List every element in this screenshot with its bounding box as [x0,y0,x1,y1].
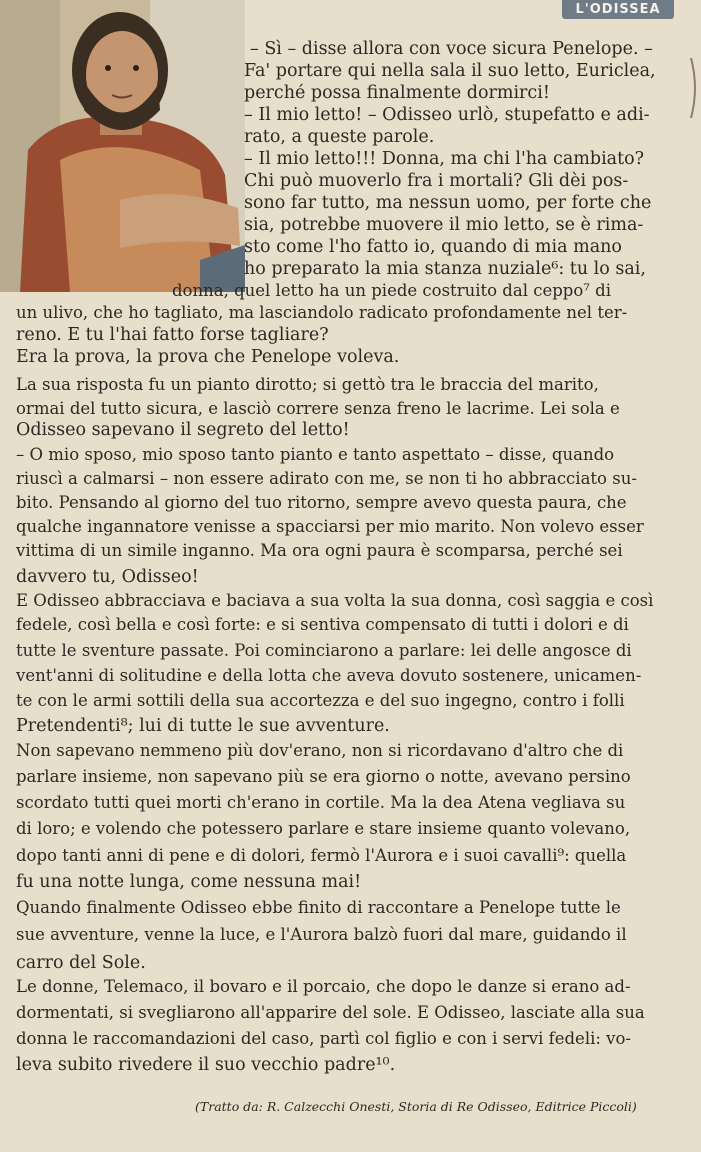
source-citation: (Tratto da: R. Calzecchi Onesti, Storia di Re Odisseo, Editrice Piccoli) [195,1099,637,1114]
section-tag: L'ODISSEA [562,0,674,19]
text-line: donna, quel letto ha un piede costruito dal ceppo⁷ di [172,281,611,300]
text-line: E Odisseo abbracciava e baciava a sua volta la sua donna, così saggia e così [16,591,654,610]
text-line: dormentati, si svegliarono all'apparire del sole. E Odisseo, lasciate alla sua [16,1003,645,1022]
text-line: Pretendenti⁸; lui di tutte le sue avventure. [16,716,390,736]
text-line: carro del Sole. [16,953,146,973]
text-line: La sua risposta fu un pianto dirotto; si gettò tra le braccia del marito, [16,375,599,394]
text-line: sue avventure, venne la luce, e l'Aurora balzò fuori dal mare, guidando il [16,925,627,944]
text-line: davvero tu, Odisseo! [16,567,199,587]
text-line: Fa' portare qui nella sala il suo letto, Euriclea, [244,61,656,81]
text-line: vent'anni di solitudine e della lotta che aveva dovuto sostenere, unicamen- [16,666,642,685]
text-line: scordato tutti quei morti ch'erano in cortile. Ma la dea Atena vegliava su [16,793,626,812]
text-line: dopo tanti anni di pene e di dolori, fermò l'Aurora e i suoi cavalli⁹: quella [16,846,627,865]
text-line: un ulivo, che ho tagliato, ma lasciandolo radicato profondamente nel ter- [16,303,628,322]
text-line: sto come l'ho fatto io, quando di mia mano [244,237,622,257]
text-line: Chi può muoverlo fra i mortali? Gli dèi pos- [244,171,629,191]
text-line: rato, a queste parole. [244,127,435,147]
text-line: – Il mio letto!!! Donna, ma chi l'ha cambiato? [244,149,645,169]
text-line: vittima di un simile inganno. Ma ora ogni paura è scomparsa, perché sei [16,541,623,560]
text-line: bito. Pensando al giorno del tuo ritorno, sempre avevo questa paura, che [16,493,627,512]
text-line: – Il mio letto! – Odisseo urlò, stupefatto e adi- [244,105,650,125]
text-line: Non sapevano nemmeno più dov'erano, non si ricordavano d'altro che di [16,741,624,760]
text-line: sono far tutto, ma nessun uomo, per forte che [244,193,652,213]
text-line: donna le raccomandazioni del caso, partì col figlio e con i servi fedeli: vo- [16,1029,632,1048]
text-line: Le donne, Telemaco, il bovaro e il porcaio, che dopo le danze si erano ad- [16,977,631,996]
text-line: Quando finalmente Odisseo ebbe finito di raccontare a Penelope tutte le [16,898,621,917]
text-line: Era la prova, la prova che Penelope voleva. [16,347,400,367]
text-line: riuscì a calmarsi – non essere adirato con me, se non ti ho abbracciato su- [16,469,637,488]
text-line: reno. E tu l'hai fatto forse tagliare? [16,325,329,345]
text-line: Odisseo sapevano il segreto del letto! [16,420,350,440]
text-line: tutte le sventure passate. Poi cominciarono a parlare: lei delle angosce di [16,641,632,660]
text-line: – Sì – disse allora con voce sicura Penelope. – [250,39,653,59]
text-line: te con le armi sottili della sua accortezza e del suo ingegno, contro i folli [16,691,625,710]
text-line: di loro; e volendo che potessero parlare e stare insieme quanto volevano, [16,819,631,838]
text-line: parlare insieme, non sapevano più se era giorno o notte, avevano persino [16,767,631,786]
text-line: – O mio sposo, mio sposo tanto pianto e tanto aspettato – disse, quando [16,445,615,464]
text-line: perché possa finalmente dormirci! [244,83,550,103]
text-line: fu una notte lunga, come nessuna mai! [16,872,362,892]
text-line: fedele, così bella e così forte: e si sentiva compensato di tutti i dolori e di [16,615,629,634]
text-line: ormai del tutto sicura, e lasciò correre senza freno le lacrime. Lei sola e [16,399,620,418]
text-line: ho preparato la mia stanza nuziale⁶: tu lo sai, [244,259,646,279]
text-line: qualche ingannatore venisse a spacciarsi per mio marito. Non volevo esser [16,517,644,536]
text-line: sia, potrebbe muovere il mio letto, se è rima- [244,215,644,235]
text-line: leva subito rivedere il suo vecchio padre¹⁰. [16,1055,396,1075]
